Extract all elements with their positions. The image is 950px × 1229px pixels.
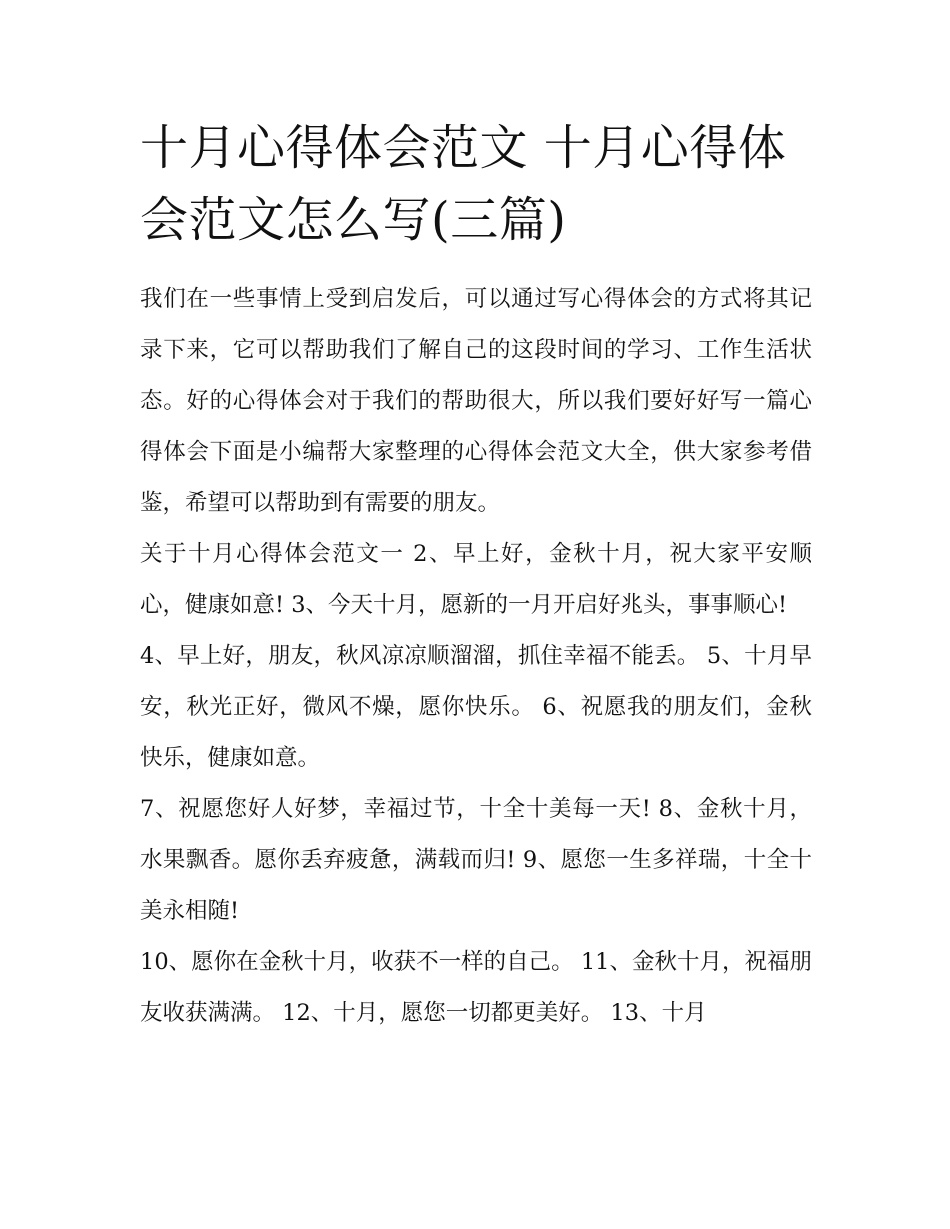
intro-paragraph: 我们在一些事情上受到启发后，可以通过写心得体会的方式将其记录下来，它可以帮助我们了解自己的这段时间的学习、工作生活状态。好的心得体会对于我们的帮助很大，所以我们要好好写一篇心得体会下面是小编帮大家整理的心得体会范文大全，供大家参考借鉴，希望可以帮助到有需要的朋友。 [140,286,812,516]
body-paragraph: 7、祝愿您好人好梦，幸福过节，十全十美每一天! 8、金秋十月，水果飘香。愿你丢弃疲惫，满载而归! 9、愿您一生多祥瑞，十全十美永相随! [140,796,812,924]
document-body [140,112,812,1039]
body-paragraph: 10、愿你在金秋十月，收获不一样的自己。 11、金秋十月，祝福朋友收获满满。 12、十月，愿您一切都更美好。 13、十月 [140,949,812,1026]
body-paragraph: 4、早上好，朋友，秋风凉凉顺溜溜，抓住幸福不能丢。 5、十月早安，秋光正好，微风不燥，愿你快乐。 6、祝愿我的朋友们，金秋快乐，健康如意。 [140,643,812,771]
document-title: 十月心得体会范文 十月心得体会范文怎么写(三篇) [140,120,787,248]
body-paragraph: 关于十月心得体会范文一 2、早上好，金秋十月，祝大家平安顺心，健康如意! 3、今天十月，愿新的一月开启好兆头，事事顺心! [140,541,812,618]
